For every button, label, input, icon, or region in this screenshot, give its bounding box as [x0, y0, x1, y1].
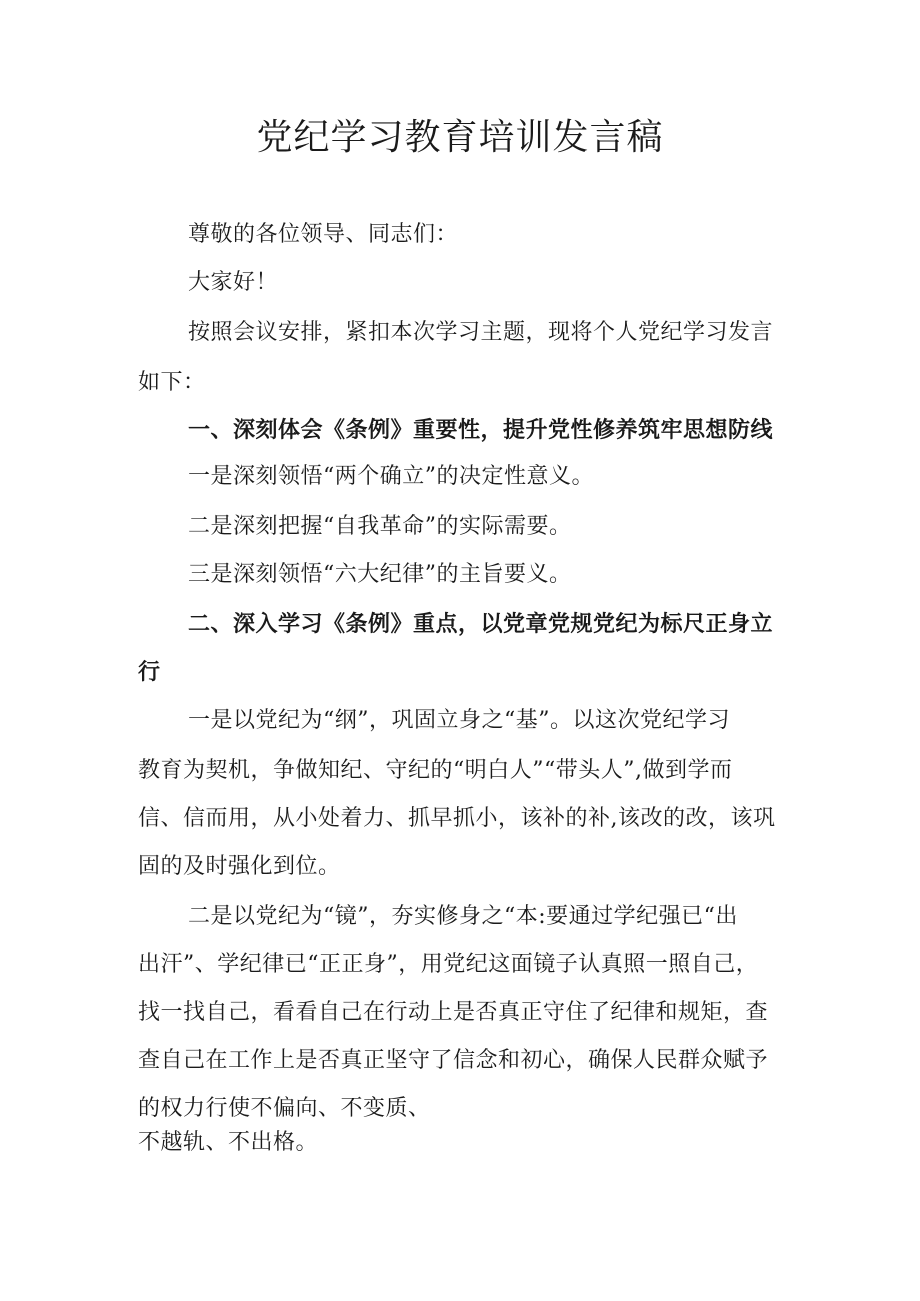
section-1-item: 一是深刻领悟“两个确立”的决定性意义。 — [188, 464, 594, 489]
hello-line: 大家好！ — [188, 270, 279, 295]
paragraph-line: 查自己在工作上是否真正坚守了信念和初心，确保人民群众赋予 — [138, 1048, 769, 1073]
section-1-item: 三是深刻领悟“六大纪律”的主旨要义。 — [188, 562, 572, 587]
paragraph-line: 教育为契机，争做知纪、守纪的“明白人”“带头人”,做到学而 — [138, 758, 733, 783]
paragraph-line: 信、信而用，从小处着力、抓早抓小，该补的补,该改的改，该巩 — [138, 806, 776, 831]
paragraph-line: 出汗”、学纪律已“正正身”，用党纪这面镜子认真照一照自己， — [138, 952, 759, 977]
section-heading-2-continued: 行 — [138, 660, 161, 685]
paragraph-line: 一是以党纪为“纲”，巩固立身之“基”。以这次党纪学习 — [188, 708, 730, 733]
paragraph-line: 找一找自己，看看自己在行动上是否真正守住了纪律和规矩，查 — [138, 1000, 769, 1025]
section-heading-1: 一、深刻体会《条例》重要性，提升党性修养筑牢思想防线 — [188, 418, 774, 443]
paragraph-line: 不越轨、不出格。 — [138, 1130, 319, 1155]
section-heading-2: 二、深入学习《条例》重点，以党章党规党纪为标尺正身立 — [188, 612, 774, 637]
paragraph-line: 固的及时强化到位。 — [138, 854, 341, 879]
paragraph-line: 二是以党纪为“镜”，夯实修身之“本:要通过学纪强已“出 — [188, 904, 738, 929]
section-1-item: 二是深刻把握“自我革命”的实际需要。 — [188, 514, 572, 539]
document-title: 党纪学习教育培训发言稿 — [256, 117, 664, 158]
greeting-line: 尊敬的各位领导、同志们： — [188, 222, 459, 247]
intro-paragraph-line: 按照会议安排，紧扣本次学习主题，现将个人党纪学习发言 — [188, 320, 774, 345]
intro-paragraph-line: 如下： — [138, 370, 206, 395]
paragraph-line: 的权力行使不偏向、不变质、 — [138, 1096, 431, 1121]
